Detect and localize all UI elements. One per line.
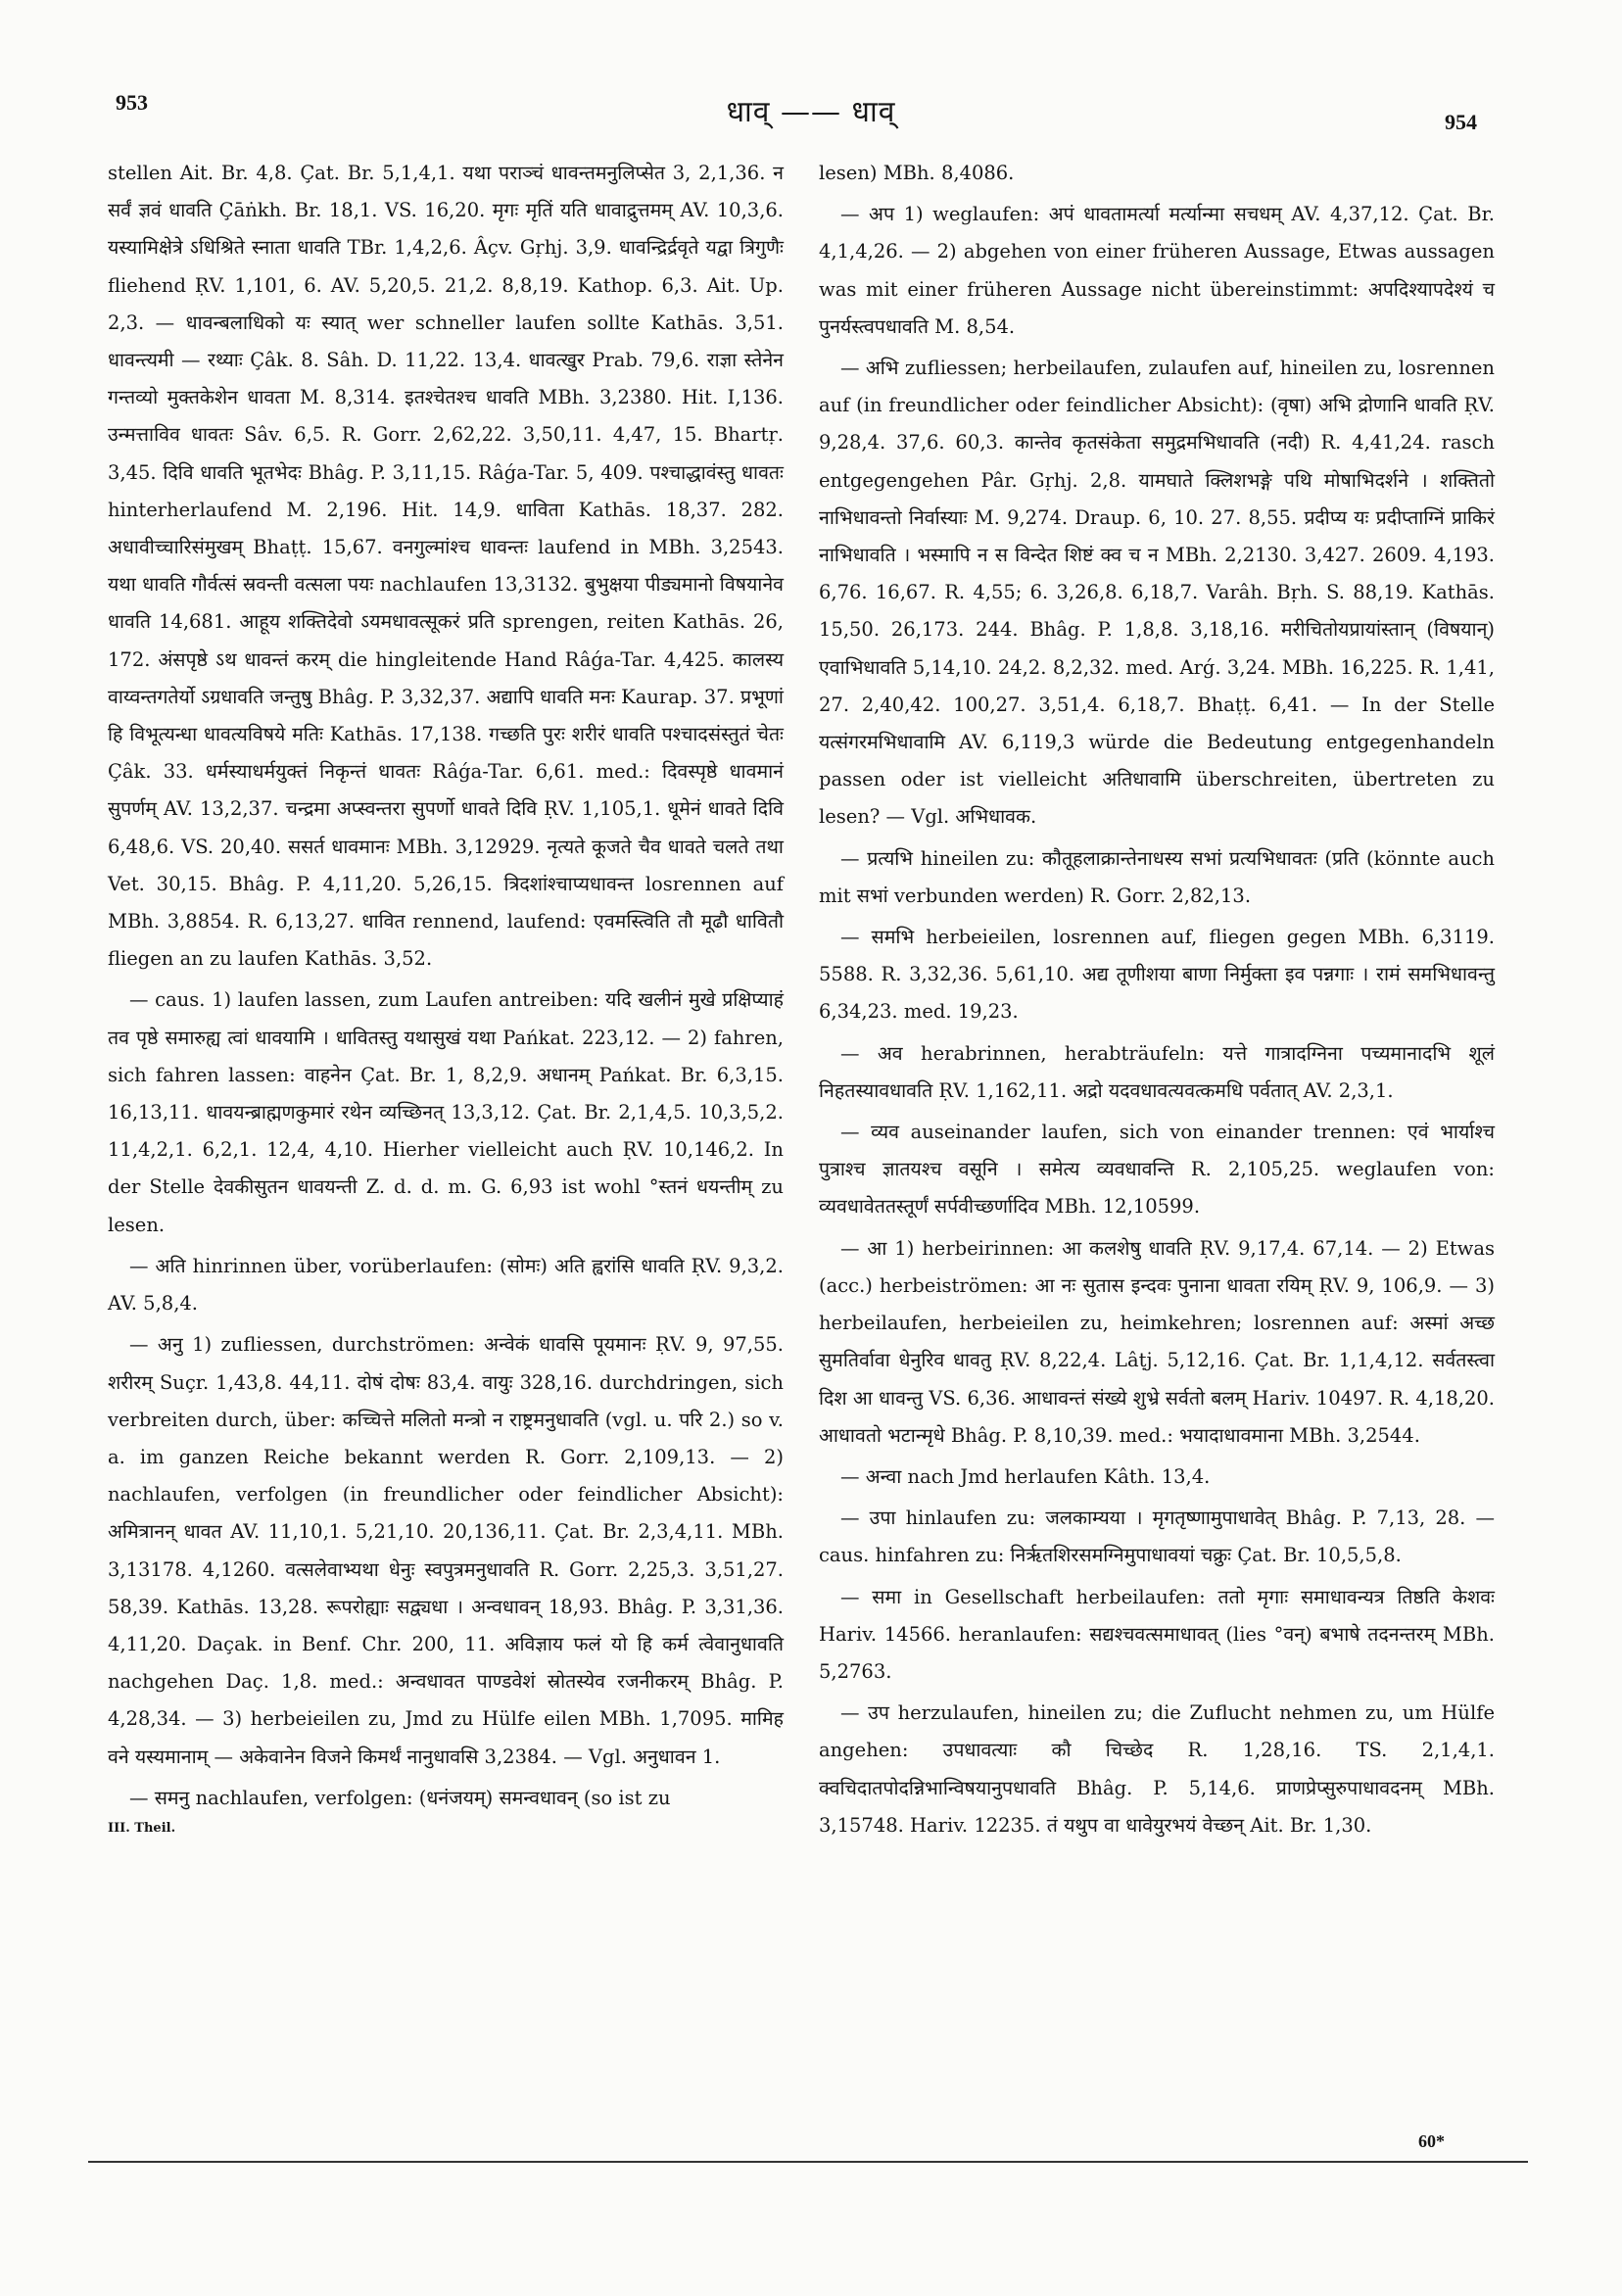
- left-column: [108, 155, 784, 1839]
- running-head: धाव् —— धाव्: [726, 95, 896, 129]
- right-column: [819, 155, 1495, 1844]
- signature-mark: 60*: [1418, 2131, 1445, 2151]
- entry-paragraph: — प्रत्यभि hineilen zu: कौतूहलाक्रान्तेनाधस्य सभां प्रत्यभिधावतः (प्रति (könnte auch mit सभां verbunden werden) R. Gorr. 2,82,13.: [819, 846, 1495, 907]
- entry-paragraph: — अन्वा nach Jmd herlaufen Kâth. 13,4.: [840, 1464, 1211, 1488]
- entry-paragraph: — अव herabrinnen, herabträufeln: यत्ते गात्रादग्निना पच्यमानादभि शूलं निहतस्यावधावति ṚV. 1,162,11. अद्रो यदवधावत्यवत्कमधि पर्वतात् AV. 2,3,1.: [819, 1041, 1495, 1102]
- entry-paragraph: — अति hinrinnen über, vorüberlaufen: (सोमः) अति ह्वरांसि धावति ṚV. 9,3,2. AV. 5,8,4.: [108, 1254, 784, 1315]
- entry-paragraph: lesen) MBh. 8,4086.: [819, 162, 1015, 184]
- right-page-number: 954: [1445, 110, 1477, 134]
- entry-paragraph: — व्यव auseinander laufen, sich von einander trennen: एवं भार्याश्च पुत्राश्च ज्ञातयश्च वसूनि । समेत्य व्यवधावन्ति R. 2,105,25. weglaufen von: व्यवधावेततस्तूर्णं सर्पवीच्छर्णादिव MBh. 12,10599.: [819, 1121, 1495, 1219]
- left-page-number: 953: [116, 90, 148, 115]
- entry-paragraph: — समा in Gesellschaft herbeilaufen: ततो मृगाः समाधावन्यत्र तिष्ठति केशवः Hariv. 14566. heranlaufen: सद्यश्चवत्समाधावत् (lies °वन्) बभाषे तदनन्तरम् MBh. 5,2763.: [819, 1585, 1495, 1683]
- entry-paragraph: — आ 1) herbeirinnen: आ कलशेषु धावति ṚV. 9,17,4. 67,14. — 2) Etwas (acc.) herbeiströmen: आ नः सुतास इन्दवः पुनाना धावता रयिम् ṚV. 9, 106,9. — 3) herbeilaufen, herbeieilen zu, heimkehren; losrennen auf: अस्मां अच्छ सुमतिर्वावा धेनुरिव धावतु ṚV. 8,22,4. Lâṭj. 5,12,16. Çat. Br. 1,1,4,12. सर्वतस्त्वा दिश आ धावन्तु VS. 6,36. आधावन्तं संख्ये शुभ्रे सर्वतो बलम् Hariv. 10497. R. 4,18,20. आधावतो भटान्मृधे Bhâg. P. 8,10,39. med.: भयादाधावमाना MBh. 3,2544.: [819, 1236, 1495, 1447]
- entry-paragraph: — अभि zufliessen; herbeilaufen, zulaufen auf, hineilen zu, losrennen auf (in freundlicher oder feindlicher Absicht): (वृषा) अभि द्रोणानि धावति ṚV. 9,28,4. 37,6. 60,3. कान्तेव कृतसंकेता समुद्रमभिधावति (नदी) R. 4,41,24. rasch entgegengehen Pâr. Gṛhj. 2,8. यामघाते क्लिशभङ्गे पथि मोषाभिदर्शने । शक्तितो नाभिधावन्तो निर्वास्याः M. 9,274. Draup. 6, 10. 27. 8,55. प्रदीप्य यः प्रदीप्ताग्निं प्राकिरं नाभिधावति । भस्मापि न स विन्देत शिष्टं क्व च न MBh. 2,2130. 3,427. 2609. 4,193. 6,76. 16,67. R. 4,55; 6. 3,26,8. 6,18,7. Varâh. Bṛh. S. 88,19. Kathās. 15,50. 26,173. 244. Bhâg. P. 1,8,8. 3,18,16. मरीचितोयप्रायांस्तान् (विषयान्) एवाभिधावति 5,14,10. 24,2. 8,2,32. med. Arǵ. 3,24. MBh. 16,225. R. 1,41, 27. 2,40,42. 100,27. 3,51,4. 6,18,7. Bhaṭṭ. 6,41. — In der Stelle यत्संगरमभिधावामि AV. 6,119,3 würde die Bedeutung entgegenhandeln passen oder ist vielleicht अतिधावामि überschreiten, übertreten zu lesen? — Vgl. अभिधावक.: [819, 357, 1495, 829]
- volume-note: III. Theil.: [108, 1820, 176, 1836]
- entry-paragraph: stellen Ait. Br. 4,8. Çat. Br. 5,1,4,1. यथा पराञ्चं धावन्तमनुलिप्सेत 3, 2,1,36. न सर्वं ज्ञवं धावति Çāṅkh. Br. 18,1. VS. 16,20. मृगः मृतिं यति धावाद्रुत्तमम् AV. 10,3,6. यस्यामिक्षेत्रे ऽधिश्रिते स्नाता धावति TBr. 1,4,2,6. Âçv. Gṛhj. 3,9. धावन्द्रिर्द्रवृते यद्वा त्रिगुणैः fliehend ṚV. 1,101, 6. AV. 5,20,5. 21,2. 8,8,19. Kathop. 6,3. Ait. Up. 2,3. — धावन्बलाधिको यः स्यात् wer schneller laufen sollte Kathās. 3,51. धावन्त्यमी — रथ्याः Çâk. 8. Sâh. D. 11,22. 13,4. धावत्खुर Prab. 79,6. राज्ञा स्तेनेन गन्तव्यो मुक्तकेशेन धावता M. 8,314. इतश्चेतश्च धावति MBh. 3,2380. Hit. I,136. उन्मत्ताविव धावतः Sâv. 6,5. R. Gorr. 2,62,22. 3,50,11. 4,47, 15. Bhartṛ. 3,45. दिवि धावति भूतभेदः Bhâg. P. 3,11,15. Râǵa-Tar. 5, 409. पश्चाद्धावंस्तु धावतः hinterherlaufend M. 2,196. Hit. 14,9. धाविता Kathās. 18,37. 282. अधावीच्चारिसंमुखम् Bhaṭṭ. 15,67. वनगुल्मांश्च धावन्तः laufend in MBh. 3,2543. यथा धावति गौर्वत्सं स्रवन्ती वत्सला पयः nachlaufen 13,3132. बुभुक्षया पीड्यमानो विषयानेव धावति 14,681. आहूय शक्तिदेवो ऽयमधावत्सूकरं प्रति sprengen, reiten Kathās. 26, 172. अंसपृष्ठे ऽथ धावन्तं करम् die hingleitende Hand Râǵa-Tar. 4,425. कालस्य वाय्वन्तगतेर्यो ऽग्रधावति जन्तुषु Bhâg. P. 3,32,37. अद्यापि धावति मनः Kaurap. 37. प्रभूणां हि विभूत्यन्धा धावत्यविषये मतिः Kathās. 17,138. गच्छति पुरः शरीरं धावति पश्चादसंस्तुतं चेतः Çâk. 33. धर्मस्याधर्मयुक्तं निकृन्तं धावतः Râǵa-Tar. 6,61. med.: दिवस्पृष्ठे धावमानं सुपर्णम् AV. 13,2,37. चन्द्रमा अप्स्वन्तरा सुपर्णो धावते दिवि ṚV. 1,105,1. धूमेनं धावते दिवि 6,48,6. VS. 20,40. ससर्त धावमानः MBh. 3,12929. नृत्यते कूजते चैव धावते चलते तथा Vet. 30,15. Bhâg. P. 4,11,20. 5,26,15. त्रिदशांश्चाप्यधावन्त losrennen auf MBh. 3,8854. R. 6,13,27. धावित rennend, laufend: एवमस्त्विति तौ मूढौ धावितौ fliegen an zu laufen Kathās. 3,52.: [108, 162, 784, 971]
- entry-paragraph: — समनु nachlaufen, verfolgen: (धनंजयम्) समन्वधावन् (so ist zu: [129, 1786, 671, 1809]
- entry-paragraph: — caus. 1) laufen lassen, zum Laufen antreiben: यदि खलीनं मुखे प्रक्षिप्याहं तव पृष्ठे समारुह्य त्वां धावयामि । धावितस्तु यथासुखं यथा Pańkat. 223,12. — 2) fahren, sich fahren lassen: वाहनेन Çat. Br. 1, 8,2,9. अधानम् Pańkat. Br. 6,3,15. 16,13,11. धावयन्ब्राह्मणकुमारं रथेन व्यच्छिनत् 13,3,12. Çat. Br. 2,1,4,5. 10,3,5,2. 11,4,2,1. 6,2,1. 12,4, 4,10. Hierher vielleicht auch ṚV. 10,146,2. In der Stelle देवकीसुतन धावयन्ती Z. d. d. m. G. 6,93 ist wohl °स्तनं धयन्तीम् zu lesen.: [108, 988, 784, 1236]
- entry-paragraph: — अप 1) weglaufen: अपं धावतामर्त्या मर्त्यान्मा सचधम् AV. 4,37,12. Çat. Br. 4,1,4,26. — 2) abgehen von einer früheren Aussage, Etwas aussagen was mit einer früheren Aussage nicht übereinstimmt: अपदिश्यापदेश्यं च पुनर्यस्त्वपधावति M. 8,54.: [819, 203, 1495, 338]
- entry-paragraph: — उपा hinlaufen zu: जलकाम्यया । मृगतृष्णामुपाधावेत् Bhâg. P. 7,13, 28. — caus. hinfahren zu: निर्ऋतशिरसमग्निमुपाधावयां चक्रुः Çat. Br. 10,5,5,8.: [819, 1507, 1495, 1567]
- entry-paragraph: — उप herzulaufen, hineilen zu; die Zuflucht nehmen zu, um Hülfe angehen: उपधावत्याः कौ चिच्छेद R. 1,28,16. TS. 2,1,4,1. क्वचिदातपोदन्निभान्विषयानुपधावति Bhâg. P. 5,14,6. प्राणप्रेप्सुरुपाधावदनम् MBh. 3,15748. Hariv. 12235. तं यथुप वा धावेयुरभयं वेच्छन् Ait. Br. 1,30.: [819, 1701, 1495, 1837]
- entry-paragraph: — अनु 1) zufliessen, durchströmen: अन्वेकं धावसि पूयमानः ṚV. 9, 97,55. शरीरम् Suçr. 1,43,8. 44,11. दोषं दोषः 83,4. वायुः 328,16. durchdringen, sich verbreiten durch, über: कच्चित्ते मलितो मन्त्रो न राष्ट्रमनुधावति (vgl. u. परि 2.) so v. a. im ganzen Reiche bekannt werden R. Gorr. 2,109,13. — 2) nachlaufen, verfolgen (in freundlicher oder feindlicher Absicht): अमित्रानन् धावत AV. 11,10,1. 5,21,10. 20,136,11. Çat. Br. 2,3,4,11. MBh. 3,13178. 4,1260. वत्सलेवाभ्यथा धेनुः स्वपुत्रमनुधावति R. Gorr. 2,25,3. 3,51,27. 58,39. Kathās. 13,28. रूपरोह्याः सद्व्यधा । अन्वधावन् 18,93. Bhâg. P. 3,31,36. 4,11,20. Daçak. in Benf. Chr. 200, 11. अविज्ञाय फलं यो हि कर्म त्वेवानुधावति nachgehen Daç. 1,8. med.: अन्वधावत पाण्डवेशं स्रोतस्येव रजनीकरम् Bhâg. P. 4,28,34. — 3) herbeieilen zu, Jmd zu Hülfe eilen MBh. 1,7095. मामिह वने यस्यमानाम् — अकेवानेन विजने किमर्थं नानुधावसि 3,2384. — Vgl. अनुधावन 1.: [108, 1333, 784, 1768]
- entry-paragraph: — समभि herbeieilen, losrennen auf, fliegen gegen MBh. 6,3119. 5588. R. 3,32,36. 5,61,10. अद्य तूणीशया बाणा निर्मुक्ता इव पन्नगाः । रामं समभिधावन्तु 6,34,23. med. 19,23.: [819, 926, 1495, 1024]
- bottom-rule: [88, 2161, 1528, 2163]
